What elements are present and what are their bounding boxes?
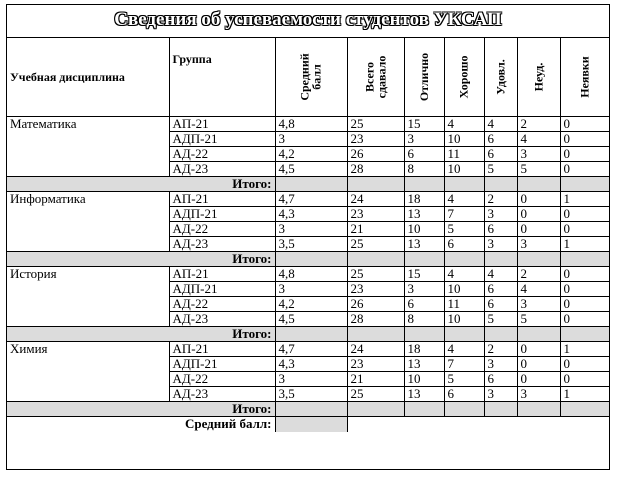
value-cell: 4,5 xyxy=(275,162,347,177)
value-cell: 18 xyxy=(404,342,444,357)
header-avg: Средний балл xyxy=(275,38,347,117)
value-cell: 3 xyxy=(484,357,517,372)
value-cell: 1 xyxy=(560,387,609,402)
value-cell: 4 xyxy=(517,132,560,147)
value-cell: 7 xyxy=(444,357,484,372)
value-cell: 4,7 xyxy=(275,192,347,207)
value-cell: 24 xyxy=(347,192,404,207)
report-sheet xyxy=(6,4,610,470)
value-cell: 10 xyxy=(404,222,444,237)
value-cell: 6 xyxy=(484,372,517,387)
table-row xyxy=(7,117,609,132)
value-cell: 3 xyxy=(517,297,560,312)
value-cell: 8 xyxy=(404,162,444,177)
value-cell: 0 xyxy=(560,297,609,312)
value-cell: 0 xyxy=(560,267,609,282)
value-cell: 23 xyxy=(347,207,404,222)
value-cell: 0 xyxy=(560,132,609,147)
value-cell: 3 xyxy=(404,132,444,147)
value-cell: 21 xyxy=(347,372,404,387)
value-cell: 3 xyxy=(275,282,347,297)
value-cell: 4 xyxy=(517,282,560,297)
value-cell: 0 xyxy=(560,117,609,132)
value-cell: 4,2 xyxy=(275,147,347,162)
value-cell: 4,7 xyxy=(275,342,347,357)
value-cell: 23 xyxy=(347,357,404,372)
value-cell: 4 xyxy=(444,342,484,357)
table-row xyxy=(7,267,609,282)
total-cell xyxy=(484,252,517,267)
value-cell: 21 xyxy=(347,222,404,237)
value-cell: 4,2 xyxy=(275,297,347,312)
value-cell: 8 xyxy=(404,312,444,327)
value-cell: 6 xyxy=(484,297,517,312)
total-cell xyxy=(347,402,404,417)
group-cell: АД-22 xyxy=(169,372,275,387)
value-cell: 7 xyxy=(444,207,484,222)
total-cell xyxy=(275,252,347,267)
total-cell xyxy=(484,402,517,417)
value-cell: 4 xyxy=(484,117,517,132)
total-cell xyxy=(347,177,404,192)
group-cell: АД-23 xyxy=(169,312,275,327)
value-cell: 6 xyxy=(404,147,444,162)
value-cell: 3 xyxy=(517,147,560,162)
value-cell: 25 xyxy=(347,117,404,132)
header-absent: Неявки xyxy=(560,38,609,117)
discipline-cell: История xyxy=(7,267,169,327)
group-cell: АДП-21 xyxy=(169,282,275,297)
discipline-cell: Математика xyxy=(7,117,169,177)
value-cell: 4 xyxy=(444,117,484,132)
value-cell: 6 xyxy=(444,387,484,402)
value-cell: 1 xyxy=(560,342,609,357)
header-unsatisfactory: Неуд. xyxy=(517,38,560,117)
report-title: Сведения об успеваемости студентов УКСАП xyxy=(7,5,609,38)
value-cell: 0 xyxy=(560,207,609,222)
value-cell: 2 xyxy=(517,267,560,282)
value-cell: 18 xyxy=(404,192,444,207)
value-cell: 6 xyxy=(404,297,444,312)
total-cell xyxy=(560,327,609,342)
table-row xyxy=(7,342,609,357)
value-cell: 3 xyxy=(484,237,517,252)
header-excellent: Отлично xyxy=(404,38,444,117)
header-satisfactory: Удовл. xyxy=(484,38,517,117)
header-total: Всего сдавало xyxy=(347,38,404,117)
total-label: Итого: xyxy=(7,252,275,267)
value-cell: 23 xyxy=(347,282,404,297)
value-cell: 2 xyxy=(484,192,517,207)
group-cell: АД-23 xyxy=(169,162,275,177)
value-cell: 15 xyxy=(404,267,444,282)
value-cell: 4 xyxy=(484,267,517,282)
value-cell: 13 xyxy=(404,207,444,222)
value-cell: 6 xyxy=(484,282,517,297)
value-cell: 0 xyxy=(560,372,609,387)
value-cell: 15 xyxy=(404,117,444,132)
value-cell: 25 xyxy=(347,387,404,402)
total-cell xyxy=(404,252,444,267)
value-cell: 4,8 xyxy=(275,267,347,282)
value-cell: 3 xyxy=(517,237,560,252)
value-cell: 10 xyxy=(444,282,484,297)
total-cell xyxy=(347,327,404,342)
group-cell: АД-23 xyxy=(169,237,275,252)
value-cell: 5 xyxy=(517,162,560,177)
value-cell: 4 xyxy=(444,267,484,282)
group-cell: АД-22 xyxy=(169,147,275,162)
total-cell xyxy=(444,327,484,342)
total-row xyxy=(7,327,609,342)
value-cell: 25 xyxy=(347,237,404,252)
group-cell: АД-22 xyxy=(169,222,275,237)
total-cell xyxy=(517,177,560,192)
value-cell: 13 xyxy=(404,357,444,372)
discipline-cell: Химия xyxy=(7,342,169,402)
discipline-cell: Информатика xyxy=(7,192,169,252)
value-cell: 10 xyxy=(444,132,484,147)
value-cell: 3 xyxy=(484,387,517,402)
value-cell: 2 xyxy=(484,342,517,357)
table-body xyxy=(7,117,609,432)
total-cell xyxy=(517,327,560,342)
group-cell: АД-23 xyxy=(169,387,275,402)
group-cell: АДП-21 xyxy=(169,357,275,372)
value-cell: 10 xyxy=(444,162,484,177)
average-row xyxy=(7,417,609,432)
value-cell: 26 xyxy=(347,147,404,162)
value-cell: 4 xyxy=(444,192,484,207)
group-cell: АП-21 xyxy=(169,117,275,132)
value-cell: 6 xyxy=(484,222,517,237)
value-cell: 0 xyxy=(517,207,560,222)
value-cell: 11 xyxy=(444,297,484,312)
value-cell: 2 xyxy=(517,117,560,132)
value-cell: 0 xyxy=(517,342,560,357)
value-cell: 13 xyxy=(404,387,444,402)
value-cell: 0 xyxy=(560,282,609,297)
header-group: Группа xyxy=(169,38,275,117)
value-cell: 5 xyxy=(484,312,517,327)
value-cell: 0 xyxy=(560,357,609,372)
value-cell: 24 xyxy=(347,342,404,357)
total-row xyxy=(7,177,609,192)
value-cell: 6 xyxy=(484,132,517,147)
group-cell: АД-22 xyxy=(169,297,275,312)
value-cell: 0 xyxy=(560,312,609,327)
value-cell: 4,8 xyxy=(275,117,347,132)
total-cell xyxy=(517,252,560,267)
value-cell: 3 xyxy=(484,207,517,222)
value-cell: 0 xyxy=(560,147,609,162)
total-cell xyxy=(560,252,609,267)
total-cell xyxy=(517,402,560,417)
total-cell xyxy=(404,402,444,417)
value-cell: 5 xyxy=(444,222,484,237)
value-cell: 5 xyxy=(517,312,560,327)
value-cell: 1 xyxy=(560,237,609,252)
value-cell: 10 xyxy=(404,372,444,387)
value-cell: 5 xyxy=(484,162,517,177)
value-cell: 3 xyxy=(275,222,347,237)
total-cell xyxy=(275,327,347,342)
average-label: Средний балл: xyxy=(7,417,275,432)
value-cell: 6 xyxy=(444,237,484,252)
total-cell xyxy=(484,327,517,342)
value-cell: 4,5 xyxy=(275,312,347,327)
group-cell: АП-21 xyxy=(169,267,275,282)
value-cell: 3 xyxy=(275,132,347,147)
value-cell: 3,5 xyxy=(275,237,347,252)
group-cell: АП-21 xyxy=(169,342,275,357)
value-cell: 6 xyxy=(484,147,517,162)
header-good: Хорошо xyxy=(444,38,484,117)
total-cell xyxy=(404,327,444,342)
total-cell xyxy=(404,177,444,192)
total-row xyxy=(7,252,609,267)
value-cell: 0 xyxy=(517,372,560,387)
empty-cell xyxy=(347,417,609,432)
total-cell xyxy=(347,252,404,267)
header-row xyxy=(7,38,609,117)
value-cell: 0 xyxy=(560,162,609,177)
value-cell: 0 xyxy=(560,222,609,237)
value-cell: 4,3 xyxy=(275,357,347,372)
group-cell: АДП-21 xyxy=(169,207,275,222)
value-cell: 3 xyxy=(517,387,560,402)
value-cell: 10 xyxy=(444,312,484,327)
total-cell xyxy=(560,177,609,192)
value-cell: 0 xyxy=(517,357,560,372)
total-cell xyxy=(560,402,609,417)
value-cell: 28 xyxy=(347,162,404,177)
total-cell xyxy=(444,177,484,192)
average-value-cell xyxy=(275,417,347,432)
total-cell xyxy=(275,402,347,417)
header-discipline: Учебная дисциплина xyxy=(7,38,169,117)
total-cell xyxy=(444,402,484,417)
group-cell: АП-21 xyxy=(169,192,275,207)
value-cell: 3 xyxy=(275,372,347,387)
total-label: Итого: xyxy=(7,177,275,192)
value-cell: 0 xyxy=(517,222,560,237)
value-cell: 5 xyxy=(444,372,484,387)
value-cell: 1 xyxy=(560,192,609,207)
value-cell: 13 xyxy=(404,237,444,252)
value-cell: 4,3 xyxy=(275,207,347,222)
value-cell: 0 xyxy=(517,192,560,207)
group-cell: АДП-21 xyxy=(169,132,275,147)
total-cell xyxy=(275,177,347,192)
value-cell: 11 xyxy=(444,147,484,162)
value-cell: 3 xyxy=(404,282,444,297)
total-label: Итого: xyxy=(7,402,275,417)
total-cell xyxy=(484,177,517,192)
total-row xyxy=(7,402,609,417)
value-cell: 26 xyxy=(347,297,404,312)
total-cell xyxy=(444,252,484,267)
value-cell: 23 xyxy=(347,132,404,147)
value-cell: 3,5 xyxy=(275,387,347,402)
grades-table xyxy=(7,38,609,432)
value-cell: 25 xyxy=(347,267,404,282)
total-label: Итого: xyxy=(7,327,275,342)
value-cell: 28 xyxy=(347,312,404,327)
table-row xyxy=(7,192,609,207)
